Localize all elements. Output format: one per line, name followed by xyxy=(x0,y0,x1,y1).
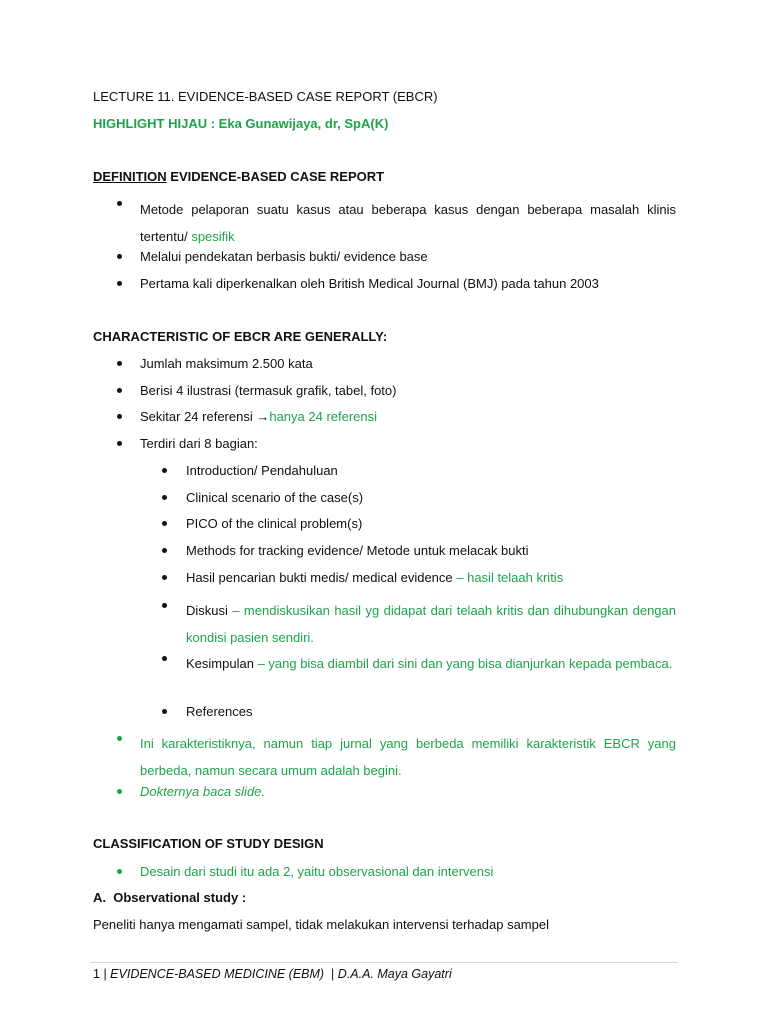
section-item-8: References xyxy=(186,704,253,719)
slide-remark: Dokternya baca slide. xyxy=(140,784,266,799)
bullet-icon xyxy=(162,521,167,526)
footer-author: D.A.A. Maya Gayatri xyxy=(337,967,452,981)
lecture-title: LECTURE 11. EVIDENCE-BASED CASE REPORT (EBCR) xyxy=(93,89,438,104)
definition-heading-underlined: DEFINITION xyxy=(93,169,167,184)
bullet-icon xyxy=(162,603,167,608)
bullet-icon xyxy=(117,281,122,286)
definition-item-1 xyxy=(140,196,676,250)
classification-heading: CLASSIFICATION OF STUDY DESIGN xyxy=(93,836,324,851)
section-item-6 xyxy=(186,597,676,651)
section-item-6-text: Diskusi xyxy=(186,603,233,618)
characteristic-item-3-note: hanya 24 referensi xyxy=(269,409,378,424)
bullet-icon xyxy=(162,548,167,553)
definition-heading xyxy=(93,169,384,185)
observational-heading: A. Observational study : xyxy=(93,890,247,905)
observational-body: Peneliti hanya mengamati sampel, tidak melakukan intervensi terhadap sampel xyxy=(93,917,549,932)
characteristic-item-4: Terdiri dari 8 bagian: xyxy=(140,436,258,451)
bullet-icon xyxy=(162,575,167,580)
bullet-icon xyxy=(117,414,122,419)
footer-separator: | xyxy=(103,967,107,981)
section-item-5-note: – hasil telaah kritis xyxy=(456,570,564,585)
characteristic-item-2: Berisi 4 ilustrasi (termasuk grafik, tabel, foto) xyxy=(140,383,397,398)
definition-item-3: Pertama kali diperkenalkan oleh British Medical Journal (BMJ) pada tahun 2003 xyxy=(140,276,599,291)
definition-item-2: Melalui pendekatan berbasis bukti/ evidence base xyxy=(140,249,428,264)
footer-separator: | xyxy=(327,967,335,981)
bullet-icon xyxy=(117,361,122,366)
section-item-5-text: Hasil pencarian bukti medis/ medical evidence xyxy=(186,570,457,585)
bullet-icon xyxy=(162,495,167,500)
section-item-6-note: – mendiskusikan hasil yg didapat dari telaah kritis dan dihubungkan dengan kondisi pasien sendiri. xyxy=(186,603,676,645)
section-item-5 xyxy=(186,570,563,586)
section-item-1: Introduction/ Pendahuluan xyxy=(186,463,338,478)
definition-item-1-note: spesifik xyxy=(191,229,235,244)
bullet-icon xyxy=(117,201,122,206)
page-number: 1 xyxy=(93,967,100,981)
bullet-icon xyxy=(117,789,122,794)
arrow-right-icon: → xyxy=(256,409,270,424)
section-item-3: PICO of the clinical problem(s) xyxy=(186,516,363,531)
bullet-icon xyxy=(117,441,122,446)
definition-item-1-text: Metode pelaporan suatu kasus atau beberapa kasus dengan beberapa masalah klinis tertentu/ xyxy=(140,202,676,244)
bullet-icon xyxy=(117,869,122,874)
section-item-7-text: Kesimpulan xyxy=(186,656,258,671)
characteristic-item-3-text: Sekitar 24 referensi xyxy=(140,409,257,424)
bullet-icon xyxy=(162,709,167,714)
characteristic-heading: CHARACTERISTIC OF EBCR ARE GENERALLY: xyxy=(93,329,388,344)
footer-course: EVIDENCE-BASED MEDICINE (EBM) xyxy=(110,967,325,981)
section-item-2: Clinical scenario of the case(s) xyxy=(186,490,364,505)
characteristic-remark: Ini karakteristiknya, namun tiap jurnal yang berbeda memiliki karakteristik EBCR yang berbeda, namun secara umum adalah begini. xyxy=(140,736,676,778)
page-footer xyxy=(93,967,452,981)
footer-divider xyxy=(90,962,678,963)
classification-note: Desain dari studi itu ada 2, yaitu observasional dan intervensi xyxy=(140,864,494,879)
bullet-icon xyxy=(162,468,167,473)
bullet-icon xyxy=(162,656,167,661)
bullet-icon xyxy=(117,736,122,741)
definition-heading-rest: EVIDENCE-BASED CASE REPORT xyxy=(166,169,385,184)
characteristic-item-3 xyxy=(140,409,377,425)
bullet-icon xyxy=(117,388,122,393)
section-item-7-note: – yang bisa diambil dari sini dan yang bisa dianjurkan kepada pembaca. xyxy=(257,656,673,671)
highlight-credit: HIGHLIGHT HIJAU : Eka Gunawijaya, dr, SpA(K) xyxy=(93,116,389,131)
section-item-7 xyxy=(186,650,676,677)
section-item-4: Methods for tracking evidence/ Metode untuk melacak bukti xyxy=(186,543,529,558)
bullet-icon xyxy=(117,254,122,259)
characteristic-item-1: Jumlah maksimum 2.500 kata xyxy=(140,356,313,371)
